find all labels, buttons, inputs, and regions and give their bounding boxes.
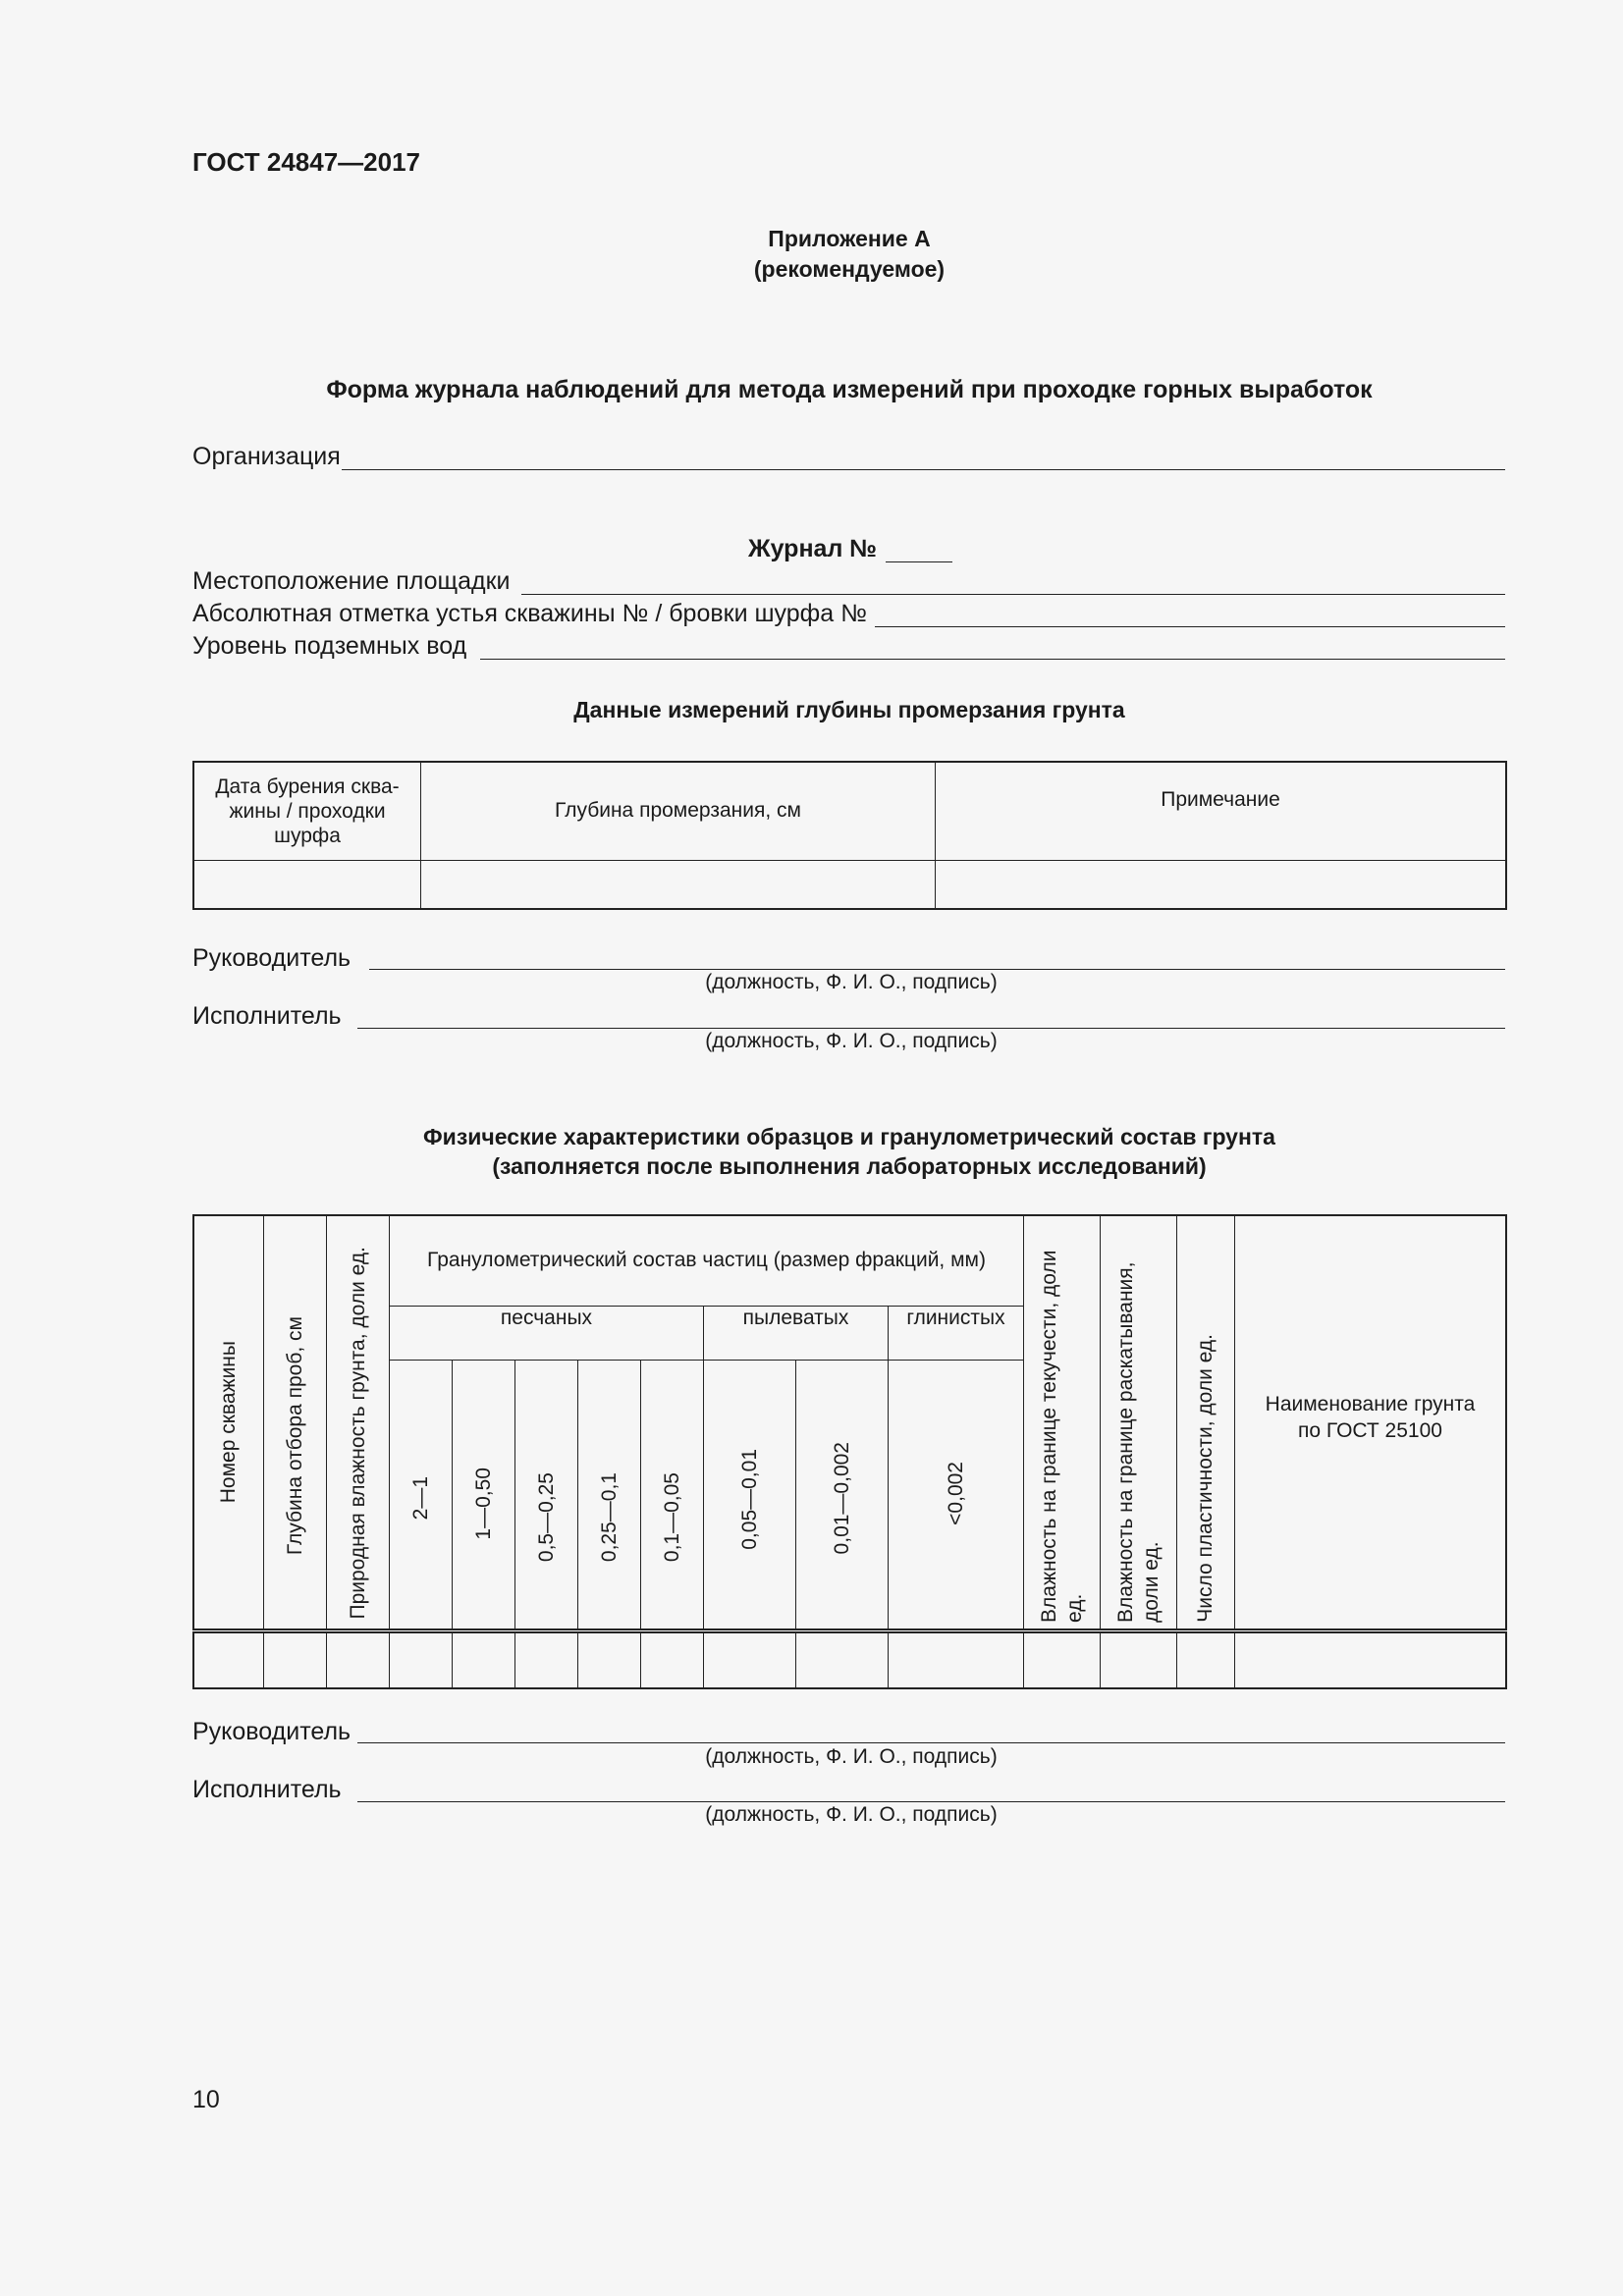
leader-line-2[interactable] (357, 1742, 1505, 1743)
cell-depth[interactable] (264, 1631, 327, 1688)
executor-caption-2: (должность, Ф. И. О., подпись) (705, 1803, 998, 1826)
groundwater-label: Уровень подземных вод (192, 632, 467, 660)
cell-well[interactable] (193, 1631, 264, 1688)
appendix-subtitle: (рекомендуемое) (753, 256, 946, 282)
cell-f5[interactable] (641, 1631, 704, 1688)
cell-f6[interactable] (704, 1631, 796, 1688)
cell-note[interactable] (936, 860, 1507, 909)
executor-caption-1: (должность, Ф. И. О., подпись) (705, 1030, 998, 1052)
soil-properties-table (192, 1214, 1507, 1689)
journal-number-line[interactable] (886, 561, 952, 562)
col-moisture: Природная влажность грунта, доли ед. (327, 1215, 390, 1631)
section1-title: Данные измерений глубины промерзания грунта (573, 697, 1125, 722)
leader-label-1: Руководитель (192, 944, 352, 972)
abs-mark-line[interactable] (875, 626, 1505, 627)
granulometry-header: Гранулометрический состав частиц (размер фракций, мм) (390, 1215, 1024, 1306)
col-note: Примечание (936, 762, 1507, 860)
cell-plastic[interactable] (1101, 1631, 1177, 1688)
executor-label-1: Исполнитель (192, 1002, 342, 1030)
fraction-005-001: 0,05—0,01 (704, 1360, 796, 1630)
cell-f7[interactable] (796, 1631, 889, 1688)
col-well: Номер скважины (193, 1215, 264, 1631)
col-depth: Глубина промерзания, см (421, 762, 936, 860)
section2-title-1: Физические характеристики образцов и гранулометрический состав грунта (423, 1124, 1275, 1149)
cell-moisture[interactable] (327, 1631, 390, 1688)
leader-caption-1: (должность, Ф. И. О., подпись) (705, 971, 998, 993)
col-sample-depth: Глубина отбора проб, см (264, 1215, 327, 1631)
fraction-lt-0002: <0,002 (889, 1360, 1024, 1630)
appendix-title: Приложение А (768, 226, 931, 251)
groundwater-line[interactable] (480, 659, 1505, 660)
clay-group: глинистых (889, 1306, 1024, 1360)
site-location-label: Местоположение площадки (192, 567, 511, 595)
freezing-depth-table (192, 761, 1507, 910)
sand-group: песчаных (390, 1306, 704, 1360)
leader-label-2: Руководитель (192, 1718, 352, 1745)
col-plasticity: Число пластичности, доли ед. (1177, 1215, 1235, 1631)
cell-f8[interactable] (889, 1631, 1024, 1688)
site-location-line[interactable] (521, 594, 1505, 595)
cell-f2[interactable] (453, 1631, 515, 1688)
silt-group: пылеватых (704, 1306, 889, 1360)
col-plastic-limit: Влажность на границе раскатывания, доли ед. (1101, 1215, 1177, 1631)
fraction-1-050: 1—0,50 (453, 1360, 515, 1630)
journal-label: Журнал № (748, 535, 878, 562)
cell-f4[interactable] (578, 1631, 641, 1688)
cell-liquid[interactable] (1024, 1631, 1101, 1688)
executor-label-2: Исполнитель (192, 1776, 342, 1803)
col-date: Дата бурения сква- жины / проходки шурфа (193, 762, 421, 860)
organization-label: Организация (192, 443, 341, 470)
cell-depth[interactable] (421, 860, 936, 909)
leader-caption-2: (должность, Ф. И. О., подпись) (705, 1745, 998, 1768)
page-number: 10 (192, 2086, 220, 2113)
section2-title-2: (заполняется после выполнения лабораторных исследований) (492, 1153, 1207, 1179)
cell-soil-name[interactable] (1235, 1631, 1507, 1688)
col-liquid-limit: Влажность на границе текучести, доли ед. (1024, 1215, 1101, 1631)
form-title: Форма журнала наблюдений для метода измерений при проходке горных выработок (326, 376, 1373, 403)
leader-line-1[interactable] (369, 969, 1505, 970)
fraction-2-1: 2—1 (390, 1360, 453, 1630)
col-soil-name: Наименование грунта по ГОСТ 25100 (1235, 1215, 1507, 1631)
fraction-05-025: 0,5—0,25 (515, 1360, 578, 1630)
abs-mark-label: Абсолютная отметка устья скважины № / бровки шурфа № (192, 600, 867, 627)
cell-plasticity[interactable] (1177, 1631, 1235, 1688)
cell-date[interactable] (193, 860, 421, 909)
fraction-01-005: 0,1—0,05 (641, 1360, 704, 1630)
standard-number: ГОСТ 24847—2017 (192, 147, 420, 177)
cell-f1[interactable] (390, 1631, 453, 1688)
executor-line-2[interactable] (357, 1801, 1505, 1802)
executor-line-1[interactable] (357, 1028, 1505, 1029)
cell-f3[interactable] (515, 1631, 578, 1688)
fraction-025-01: 0,25—0,1 (578, 1360, 641, 1630)
organization-line[interactable] (342, 469, 1505, 470)
fraction-001-0002: 0,01—0,002 (796, 1360, 889, 1630)
